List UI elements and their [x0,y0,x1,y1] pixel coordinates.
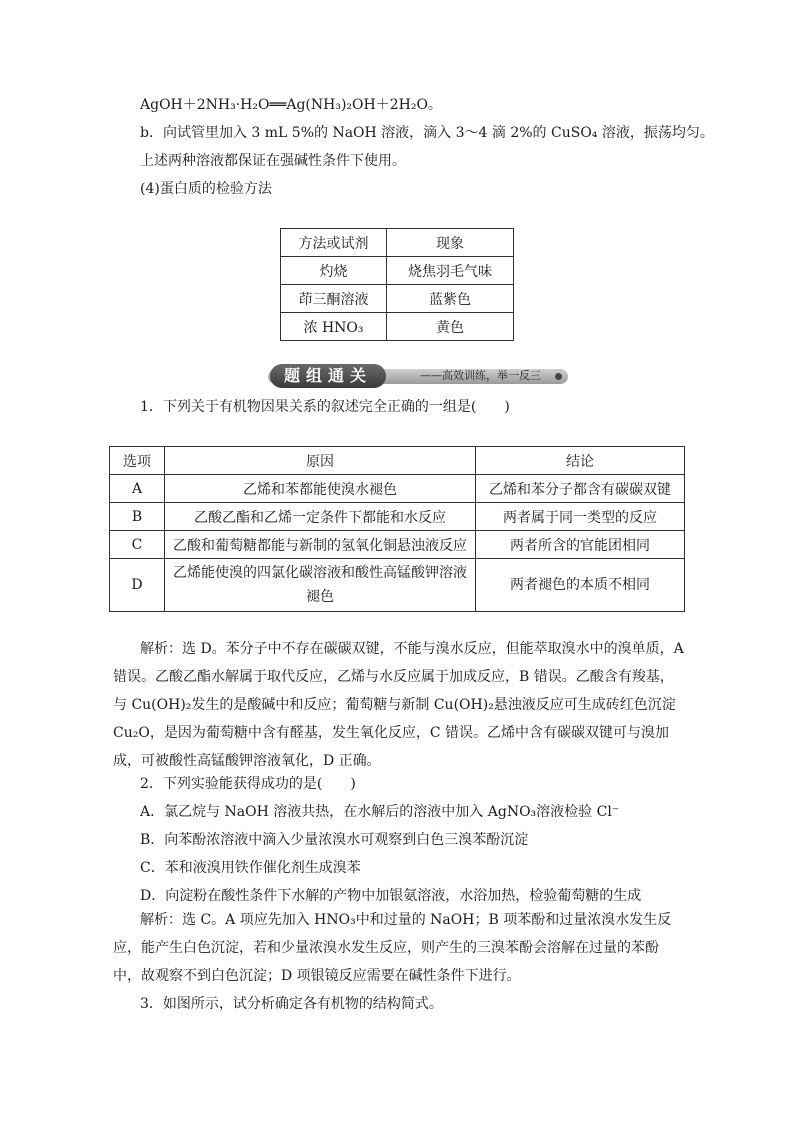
table2-header: 选项 [110,447,165,475]
table2-cell: B [110,503,165,531]
protein-test-table [280,228,514,341]
table2-cell: 乙烯能使溴的四氯化碳溶液和酸性高锰酸钾溶液褪色 [165,559,476,612]
table2-cell: 乙烯和苯都能使溴水褪色 [165,475,476,503]
table1-cell: 黄色 [387,313,514,341]
question-2-option-a: A．氯乙烷与 NaOH 溶液共热，在水解后的溶液中加入 AgNO₃溶液检验 Cl⁻ [140,804,620,820]
table1-header: 方法或试剂 [281,229,387,257]
question-2-stem: 2．下列实验能获得成功的是( ) [140,776,356,792]
section-banner [268,364,570,388]
table1-cell: 烧焦羽毛气味 [387,257,514,285]
equation-line: AgOH＋2NH₃·H₂O══Ag(NH₃)₂OH＋2H₂O。 [140,97,442,113]
reagent-b-line: b．向试管里加入 3 mL 5%的 NaOH 溶液，滴入 3～4 滴 2%的 CuSO₄ 溶液，振荡均匀。 [140,125,714,141]
table2-cell: 乙酸和葡萄糖都能与新制的氢氧化铜悬浊液反应 [165,531,476,559]
question-1-table [109,446,685,612]
table2-cell: 两者褪色的本质不相同 [476,559,685,612]
table1-cell: 浓 HNO₃ [281,313,387,341]
question-1-stem: 1．下列关于有机物因果关系的叙述完全正确的一组是( ) [140,399,510,415]
table2-cell: 两者属于同一类型的反应 [476,503,685,531]
table2-header: 结论 [476,447,685,475]
table1-header: 现象 [387,229,514,257]
table2-cell: A [110,475,165,503]
question-2-option-d: D．向淀粉在酸性条件下水解的产物中加银氨溶液，水浴加热，检验葡萄糖的生成 [140,888,642,904]
question-1-analysis: 解析：选 D。苯分子中不存在碳碳双键，不能与溴水反应，但能萃取溴水中的溴单质，A 错误。乙酸乙酯水解属于取代反应，乙烯与水反应属于加成反应，B 错误。乙酸含有羧基，与 Cu(OH)₂发生的是酸碱中和反应；葡萄糖与新制 Cu(OH)₂悬浊液反应可生成砖红色沉淀 Cu₂O，是因为葡萄糖中含有醛基，发生氧化反应，C 错误。乙烯中含有碳碳双键可与溴加成，可被酸性高锰酸钾溶液氧化，D 正确。 [113,641,684,769]
table1-cell: 茚三酮溶液 [281,285,387,313]
table2-cell: 乙烯和苯分子都含有碳碳双键 [476,475,685,503]
question-3-stem: 3．如图所示，试分析确定各有机物的结构简式。 [140,996,443,1012]
question-2-option-c: C．苯和液溴用铁作催化剂生成溴苯 [140,860,361,876]
question-2-option-b: B．向苯酚浓溶液中滴入少量浓溴水可观察到白色三溴苯酚沉淀 [140,832,529,848]
banner-dot-icon [555,373,562,380]
table2-cell: 两者所含的官能团相同 [476,531,685,559]
protein-test-heading: (4)蛋白质的检验方法 [140,181,272,197]
banner-subtitle: ——高效训练，举一反三 [420,369,541,382]
banner-title: 题组通关 [270,364,386,388]
table2-cell: 乙酸乙酯和乙烯一定条件下都能和水反应 [165,503,476,531]
table2-header: 原因 [165,447,476,475]
table2-cell: D [110,559,165,612]
question-2-analysis: 解析：选 C。A 项应先加入 HNO₃中和过量的 NaOH；B 项苯酚和过量浓溴水发生反应，能产生白色沉淀，若和少量浓溴水发生反应，则产生的三溴苯酚会溶解在过量的苯酚中，故观察不到白色沉淀；D 项银镜反应需要在碱性条件下进行。 [113,912,672,984]
table2-cell: C [110,531,165,559]
table1-cell: 蓝紫色 [387,285,514,313]
note-line: 上述两种溶液都保证在强碱性条件下使用。 [140,153,406,169]
table1-cell: 灼烧 [281,257,387,285]
